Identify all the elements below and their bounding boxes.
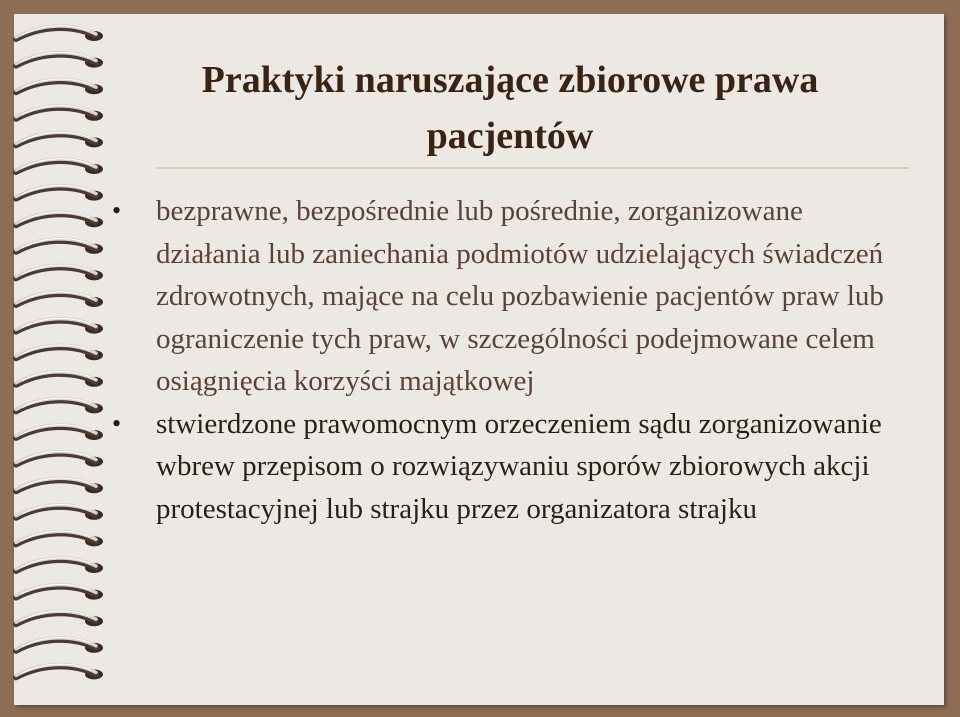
bullet-text: stwierdzone prawomocnym orzeczeniem sądu zorganizowanie wbrew przepisom o rozwiązywaniu sporów zbiorowych akcji protestacyjnej lub strajku przez organizatora strajku	[156, 407, 882, 525]
bullet-text: bezprawne, bezpośrednie lub pośrednie, zorganizowane działania lub zaniechania podmiotów udzielających świadczeń zdrowotnych, mające na celu pozbawienie pacjentów praw lub ograniczenie tych praw, w szczególności podejmowane celem osiągnięcia korzyści majątkowej	[156, 195, 884, 397]
bullet-item	[110, 190, 910, 403]
bullet-list	[110, 190, 910, 530]
title-divider	[157, 167, 909, 169]
bullet-icon: •	[112, 196, 122, 225]
bullet-item	[110, 403, 910, 531]
slide-title: Praktyki naruszające zbiorowe prawa pacjentów	[201, 59, 819, 157]
bullet-icon: •	[112, 408, 122, 438]
